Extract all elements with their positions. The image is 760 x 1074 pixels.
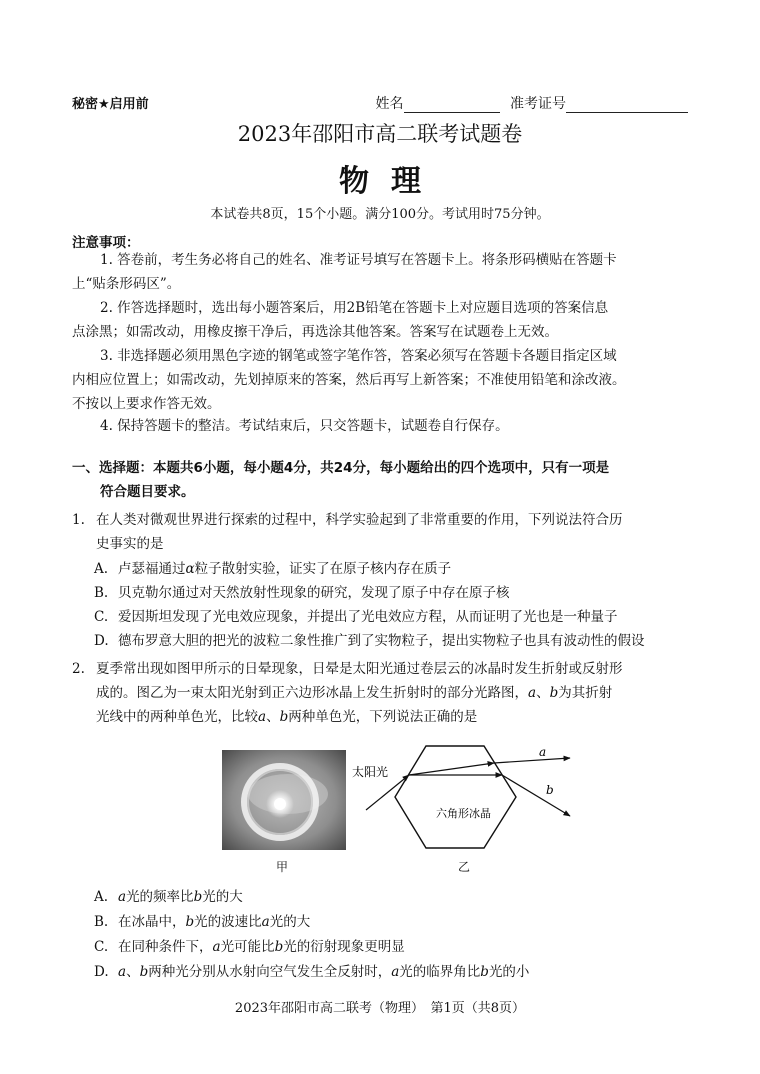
q2-option-c[interactable]: C. 在同种条件下，a光可能比b光的衍射现象更明显 bbox=[94, 939, 405, 955]
candidate-info bbox=[376, 93, 688, 113]
notice-item-4: 4. 保持答题卡的整洁。考试结束后，只交答题卡，试题卷自行保存。 bbox=[100, 418, 509, 434]
q2-option-b[interactable]: B. 在冰晶中，b光的波速比a光的大 bbox=[94, 914, 311, 930]
subject-title: 物理 bbox=[339, 164, 443, 199]
q1-option-d[interactable]: D. 德布罗意大胆的把光的波粒二象性推广到了实物粒子，提出实物粒子也具有波动性的假设 bbox=[94, 633, 645, 649]
ray-b-label: b bbox=[546, 783, 554, 797]
hexagon-crystal-outline bbox=[395, 746, 516, 848]
figure-label-yi: 乙 bbox=[458, 860, 471, 874]
name-label: 姓名 bbox=[375, 96, 404, 112]
header-line bbox=[72, 93, 688, 113]
exam-info: 本试卷共8页，15个小题。满分100分。考试用时75分钟。 bbox=[210, 207, 550, 222]
sun-halo-photo bbox=[222, 750, 346, 850]
q1-option-c[interactable]: C. 爱因斯坦发现了光电效应现象，并提出了光电效应方程，从而证明了光也是一种量子 bbox=[94, 609, 618, 625]
question-2: 2. 夏季常出现如图甲所示的日晕现象，日晕是太阳光通过卷层云的冰晶时发生折射或反射形 成的。图乙为一束太阳光射到正六边形冰晶上发生折射时的部分光路图，a、b为其折射 光线中的两种单色光，比较a、b两种单色光，下列说法正确的是 bbox=[72, 661, 623, 725]
id-blank bbox=[566, 98, 688, 113]
incident-ray bbox=[366, 775, 409, 810]
exam-title: 2023年邵阳市高二联考试题卷 bbox=[237, 122, 523, 146]
page-footer: 2023年邵阳市高二联考（物理） 第1页（共8页） bbox=[234, 1001, 526, 1016]
ray-b-out bbox=[502, 775, 570, 816]
notice-item-3: 3. 非选择题必须用黑色字迹的钢笔或签字笔作答，答案必须写在答题卡各题目指定区域 内相应位置上；如需改动，先划掉原来的答案，然后再写上新答案；不准使用铅笔和涂改液。 不按以上要求作答无效。 bbox=[72, 348, 626, 412]
crystal-label: 六角形冰晶 bbox=[436, 807, 491, 820]
q2-option-d[interactable]: D. a、b两种光分别从水射向空气发生全反射时，a光的临界角比b光的小 bbox=[94, 964, 530, 980]
notice-title: 注意事项： bbox=[72, 235, 140, 251]
name-blank bbox=[404, 98, 500, 113]
ice-crystal-diagram bbox=[348, 740, 578, 856]
notice-item-1: 1. 答卷前，考生务必将自己的姓名、准考证号填写在答题卡上。将条形码横贴在答题卡 上“贴条形码区”。 bbox=[72, 252, 617, 292]
sun-halo-image bbox=[222, 750, 346, 850]
secret-label: 秘密★启用前 bbox=[72, 97, 149, 112]
id-label: 准考证号 bbox=[510, 96, 566, 112]
q1-option-a[interactable]: A. 卢瑟福通过α粒子散射实验，证实了在原子核内存在质子 bbox=[94, 561, 452, 577]
figure-label-jia: 甲 bbox=[276, 860, 289, 874]
notice-item-2: 2. 作答选择题时，选出每小题答案后，用2B铅笔在答题卡上对应题目选项的答案信息 点涂黑；如需改动，用橡皮擦干净后，再选涂其他答案。答案写在试题卷上无效。 bbox=[72, 300, 609, 340]
ray-a-label: a bbox=[539, 745, 547, 759]
q2-option-a[interactable]: A. a光的频率比b光的大 bbox=[94, 889, 243, 905]
refracted-ray-a-inside bbox=[409, 763, 494, 775]
section-1-heading: 一、选择题：本题共6小题，每小题4分，共24分，每小题给出的四个选项中，只有一项是 符合题目要求。 bbox=[72, 460, 610, 500]
ray-a-out bbox=[494, 758, 570, 763]
q1-option-b[interactable]: B. 贝克勒尔通过对天然放射性现象的研究，发现了原子中存在原子核 bbox=[94, 585, 510, 601]
question-1: 1. 在人类对微观世界进行探索的过程中，科学实验起到了非常重要的作用，下列说法符合历 史事实的是 bbox=[72, 512, 623, 552]
sunlight-label: 太阳光 bbox=[352, 765, 389, 779]
